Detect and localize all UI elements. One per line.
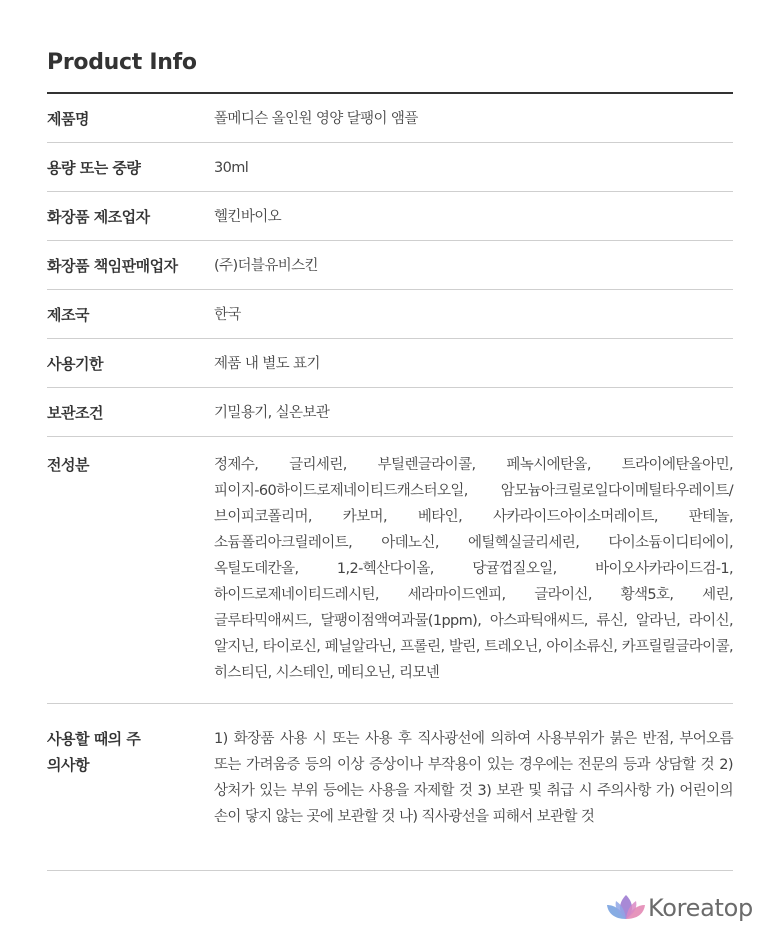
table-row	[47, 290, 733, 339]
table-row	[47, 339, 733, 388]
ingredients-value: 정제수, 글리세린, 부틸렌글라이콜, 페녹시에탄올, 트라이에탄올아민, 피이지-60하이드로제네이티드캐스터오일, 암모늄아크릴로일다이메틸타우레이트/브이피코폴리머, 카보머, 베타인, 사카라이드아이소머레이트, 판테놀, 소듐폴리아크릴레이트, 아데노신, 에틸헥실글리세린, 다이소듐이디티에이, 옥틸도데칸올, 1,2-헥산다이올, 당귤껍질오일, 바이오사카라이드검-1, 하이드로제네이티드레시틴, 세라마이드엔피, 글라이신, 황색5호, 세린, 글루타믹애씨드, 달팽이점액여과물(1ppm), 아스파틱애씨드, 류신, 알라닌, 라이신, 알지닌, 타이로신, 페닐알라닌, 프롤린, 발린, 트레오닌, 아이소류신, 카프릴릴글라이콜, 히스티딘, 시스테인, 메티오닌, 리모넨	[214, 457, 733, 681]
row-label: 제품명	[47, 110, 89, 128]
row-label: 보관조건	[47, 404, 103, 422]
page-title: Product Info	[47, 50, 197, 75]
row-value: (주)더블유비스킨	[214, 258, 318, 274]
row-value: 한국	[214, 307, 241, 323]
row-value: 헬킨바이오	[214, 209, 282, 225]
table-row	[47, 94, 733, 143]
koreatop-logo	[606, 893, 753, 923]
row-value: 기밀용기, 실온보관	[214, 405, 330, 421]
logo-text: Koreatop	[648, 894, 753, 922]
row-value: 폴메디슨 올인원 영양 달팽이 앰플	[214, 111, 418, 127]
row-label: 용량 또는 중량	[47, 159, 141, 177]
table-row	[47, 192, 733, 241]
row-label: 전성분	[47, 456, 89, 474]
table-row-caution	[47, 704, 733, 871]
caution-label: 사용할 때의 주의사항	[47, 730, 141, 774]
row-label: 화장품 책임판매업자	[47, 257, 178, 275]
row-label	[47, 726, 214, 778]
table-row	[47, 143, 733, 192]
caution-value: 1) 화장품 사용 시 또는 사용 후 직사광선에 의하여 사용부위가 붉은 반점, 부어오름 또는 가려움증 등의 이상 증상이나 부작용이 있는 경우에는 전문의 등과 상담할 것 2) 상처가 있는 부위 등에는 사용을 자제할 것 3) 보관 및 취급 시 주의사항 가) 어린이의 손이 닿지 않는 곳에 보관할 것 나) 직사광선을 피해서 보관할 것	[214, 731, 733, 825]
row-value: 제품 내 별도 표기	[214, 356, 320, 372]
row-label: 사용기한	[47, 355, 103, 373]
product-info-table	[47, 92, 733, 871]
row-label: 화장품 제조업자	[47, 208, 150, 226]
lotus-icon	[606, 893, 646, 923]
table-row	[47, 388, 733, 437]
table-row-ingredients	[47, 437, 733, 704]
table-row	[47, 241, 733, 290]
row-label: 제조국	[47, 306, 89, 324]
row-value: 30ml	[214, 160, 249, 176]
